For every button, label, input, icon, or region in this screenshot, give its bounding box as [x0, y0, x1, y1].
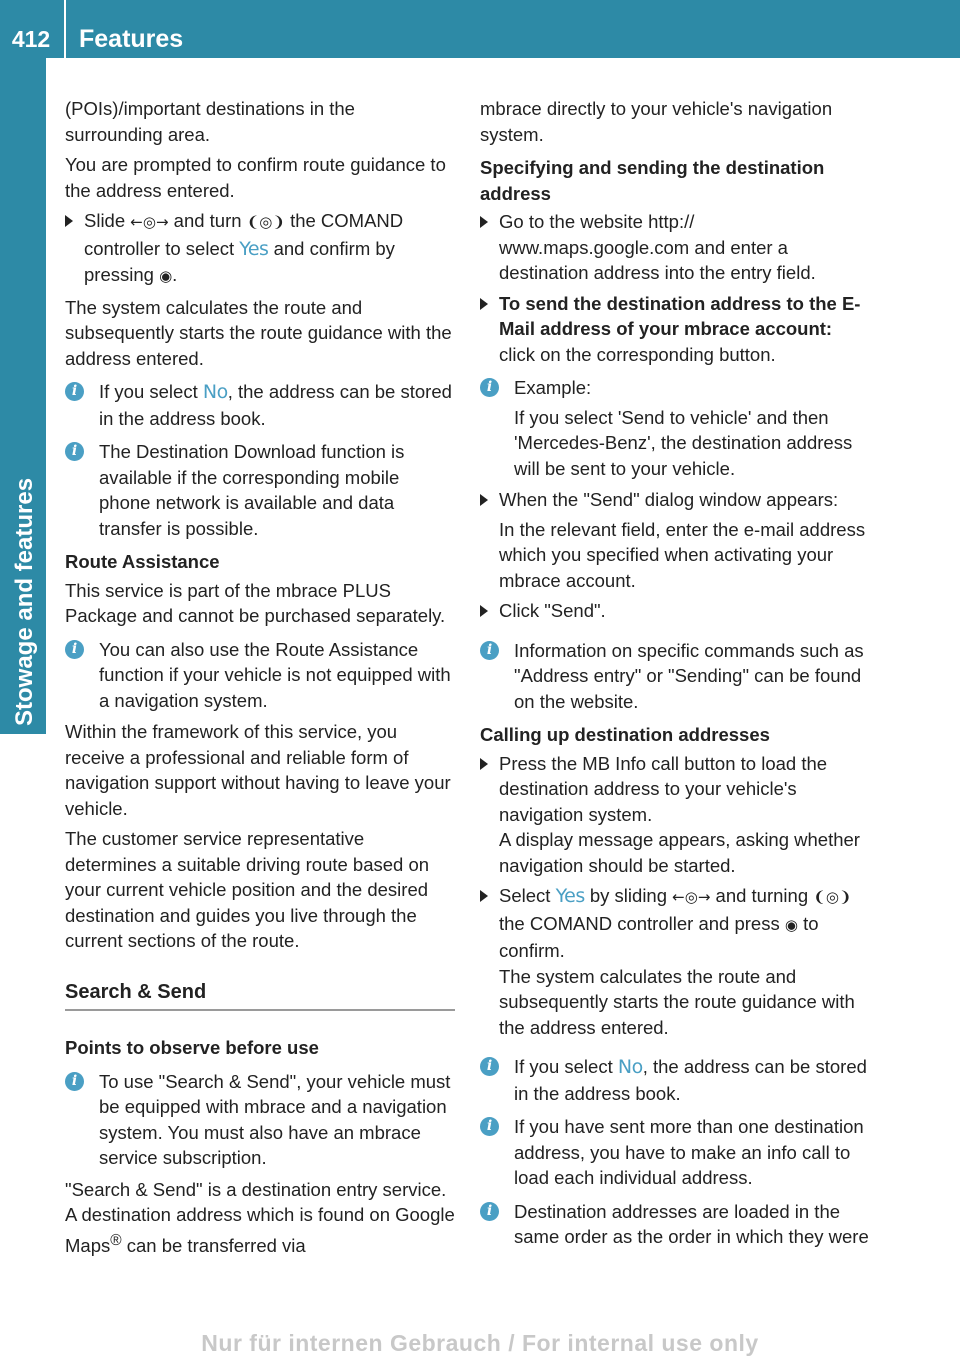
instruction-step: Slide ←◎→ and turn ❨◎❩ the COMAND controller to select Yes and confirm by pressing ◉. [65, 208, 455, 290]
info-icon: i [480, 1202, 499, 1221]
step-arrow-icon [480, 216, 488, 228]
display-no-option: No [617, 1056, 643, 1078]
step-arrow-icon [480, 758, 488, 770]
step-arrow-icon [480, 605, 488, 617]
paragraph: You are prompted to confirm route guidance to the address entered. [65, 154, 446, 201]
info-note: i Example: If you select 'Send to vehicle' and then 'Mercedes-Benz', the destination address will be sent to your vehicle. [480, 375, 872, 481]
left-column [65, 96, 455, 1263]
paragraph: mbrace directly to your vehicle's navigation system. [480, 98, 833, 145]
instruction-step: Select Yes by sliding ←◎→ and turning ❨◎❩ the COMAND controller and press ◉ to confirm. The system calculates the route and subsequently starts the route guidance with the address entered. [480, 883, 872, 1040]
section-title: Features [79, 25, 184, 53]
instruction-step: Go to the website http:// www.maps.google.com and enter a destination address into the entry field. [480, 209, 872, 286]
info-note: i To use "Search & Send", your vehicle must be equipped with mbrace and a navigation system. You must also have an mbrace service subscription. [65, 1069, 455, 1171]
instruction-step: Click "Send". [480, 598, 872, 624]
points-heading: Points to observe before use [65, 1037, 319, 1058]
rotate-controller-icon: ❨◎❩ [246, 213, 285, 231]
right-column [480, 96, 872, 1256]
info-icon: i [480, 641, 499, 660]
step-arrow-icon [480, 890, 488, 902]
info-icon: i [65, 640, 84, 659]
press-controller-icon: ◉ [159, 267, 173, 285]
specifying-heading: Specifying and sending the destination address [480, 157, 825, 204]
calling-up-heading: Calling up destination addresses [480, 724, 770, 745]
step-arrow-icon [480, 298, 488, 310]
info-note: i If you select No, the address can be stored in the address book. [480, 1054, 872, 1106]
display-yes-option: Yes [555, 885, 585, 907]
route-assistance-heading: Route Assistance [65, 551, 220, 572]
info-note: i Destination addresses are loaded in the same order as the order in which they were [480, 1199, 872, 1250]
internal-use-watermark: Nur für internen Gebrauch / For internal use only [201, 1330, 759, 1356]
info-note: i If you select No, the address can be stored in the address book. [65, 379, 455, 431]
instruction-step: Press the MB Info call button to load the destination address to your vehicle's navigation system. A display message appears, asking whether navigation should be started. [480, 751, 872, 879]
slide-left-right-icon: ←◎→ [130, 213, 169, 231]
step-arrow-icon [65, 215, 73, 227]
info-icon: i [65, 1072, 84, 1091]
info-icon: i [480, 378, 499, 397]
paragraph: "Search & Send" is a destination entry service. A destination address which is found on Google Maps® can be transferred via [65, 1178, 455, 1256]
chapter-side-tab [0, 58, 46, 734]
paragraph: Within the framework of this service, you receive a professional and reliable form of navigation support without having to leave your vehicle. [65, 721, 451, 819]
slide-left-right-icon: ←◎→ [672, 888, 711, 906]
page-header [0, 0, 960, 58]
info-note: i If you have sent more than one destination address, you have to make an info call to load each individual address. [480, 1114, 872, 1191]
page-number: 412 [11, 26, 51, 52]
press-controller-icon: ◉ [784, 915, 798, 934]
chapter-tab-label: Stowage and features [11, 477, 38, 726]
info-icon: i [480, 1057, 499, 1076]
info-icon: i [480, 1117, 499, 1136]
search-send-heading: Search & Send [65, 980, 455, 1012]
header-divider [64, 0, 66, 58]
paragraph: The system calculates the route and subsequently starts the route guidance with the address entered. [65, 296, 452, 369]
info-note: i Information on specific commands such as "Address entry" or "Sending" can be found on the website. [480, 638, 872, 715]
paragraph: (POIs)/important destinations in the surrounding area. [65, 98, 355, 145]
info-note: i The Destination Download function is available if the corresponding mobile phone network is available and data transfer is possible. [65, 439, 455, 541]
instruction-step: When the "Send" dialog window appears: In the relevant field, enter the e-mail address which you specified when activating your mbrace account. [480, 487, 872, 593]
info-icon: i [65, 442, 84, 461]
paragraph: The customer service representative determines a suitable driving route based on your current vehicle position and the desired destination and guides you live through the current sections of the route. [65, 828, 430, 951]
display-no-option: No [202, 381, 228, 403]
info-icon: i [65, 382, 84, 401]
step-arrow-icon [480, 494, 488, 506]
rotate-controller-icon: ❨◎❩ [813, 888, 852, 906]
instruction-step: To send the destination address to the E-Mail address of your mbrace account: click on the corresponding button. [480, 291, 872, 368]
paragraph: This service is part of the mbrace PLUS Package and cannot be purchased separately. [65, 579, 446, 626]
registered-mark: ® [110, 1231, 122, 1249]
display-yes-option: Yes [239, 237, 269, 260]
info-note: i You can also use the Route Assistance function if your vehicle is not equipped with a navigation system. [65, 637, 455, 714]
